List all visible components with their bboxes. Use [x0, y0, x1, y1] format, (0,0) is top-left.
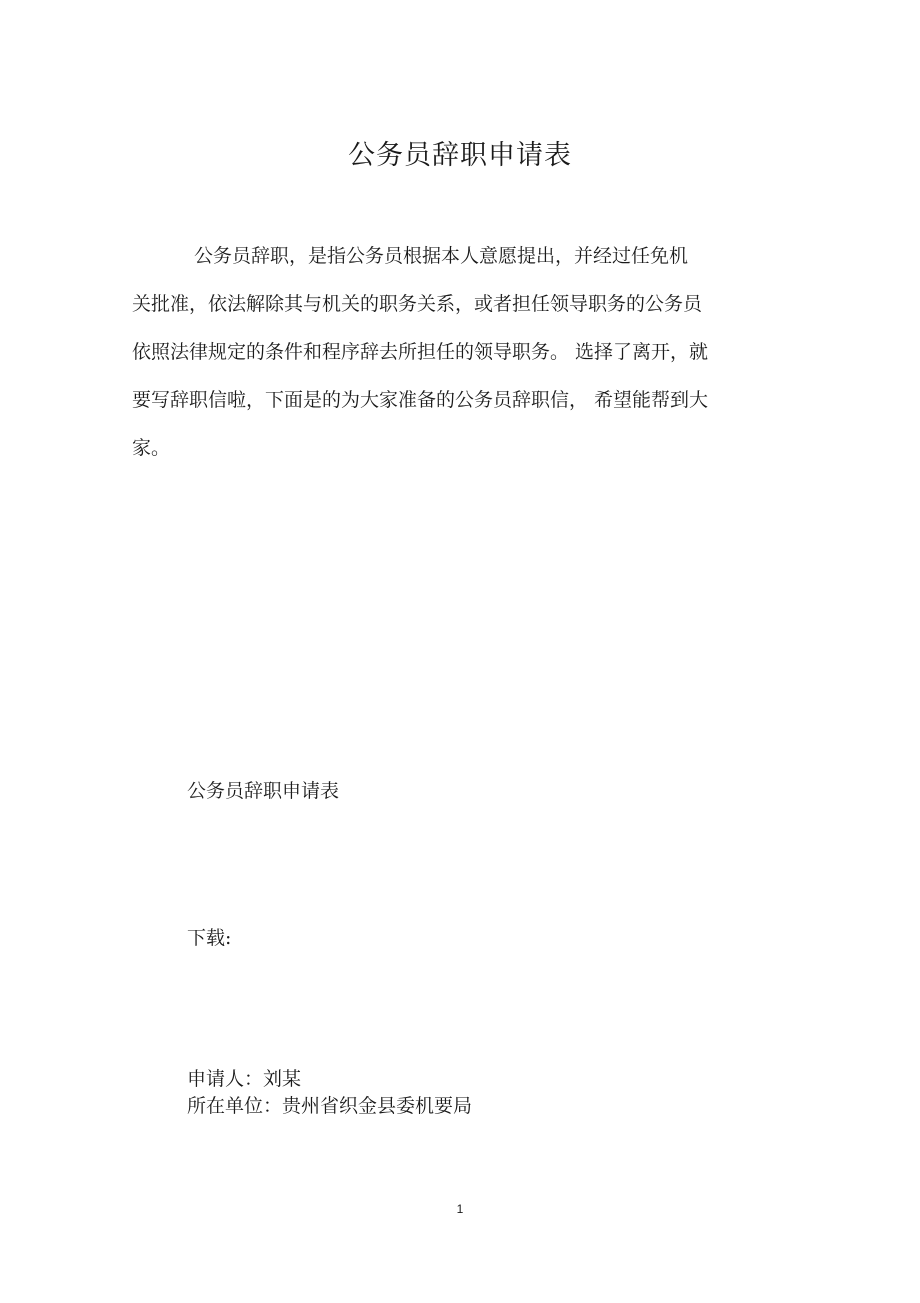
- intro-line: 公务员辞职，是指公务员根据本人意愿提出，并经过任免机: [194, 245, 689, 267]
- applicant-block: [187, 1066, 472, 1120]
- page-number: 1: [456, 1202, 464, 1216]
- intro-line: 依照法律规定的条件和程序辞去所担任的领导职务。 选择了离开，就: [132, 341, 709, 363]
- applicant-unit: 所在单位：贵州省织金县委机要局: [187, 1095, 473, 1117]
- intro-line: 要写辞职信啦，下面是的为大家准备的公务员辞职信， 希望能帮到大: [132, 389, 709, 411]
- download-label: 下载:: [187, 927, 232, 949]
- intro-line: 家。: [132, 437, 171, 459]
- form-subheading: 公务员辞职申请表: [187, 780, 340, 802]
- applicant-name: 申请人：刘某: [187, 1068, 302, 1090]
- intro-line: 关批准，依法解除其与机关的职务关系，或者担任领导职务的公务员: [132, 293, 703, 315]
- intro-paragraph: [132, 232, 772, 472]
- document-title: 公务员辞职申请表: [348, 140, 572, 171]
